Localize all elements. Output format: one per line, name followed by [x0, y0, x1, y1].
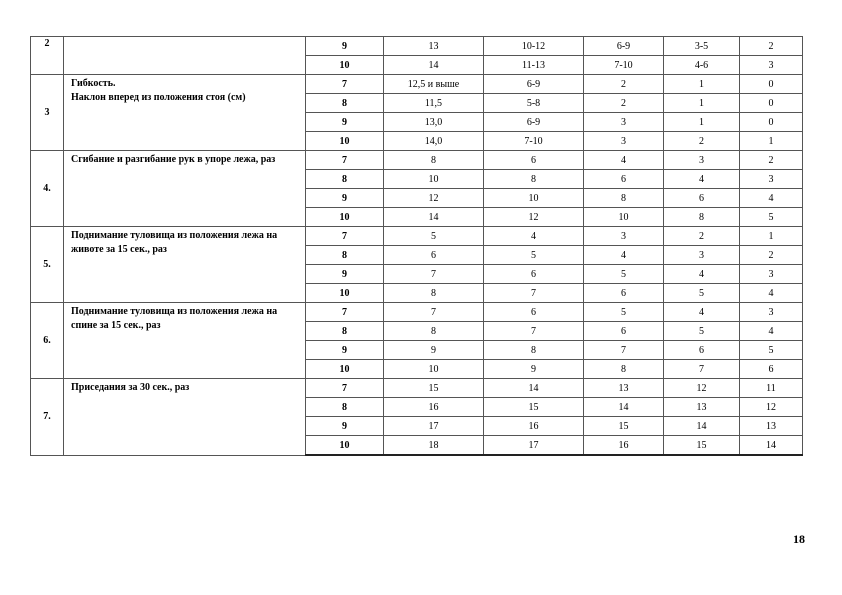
score-cell: 4	[740, 284, 803, 303]
score-cell: 14	[384, 208, 484, 227]
score-cell: 2	[740, 246, 803, 265]
exercise-number: 5.	[31, 227, 64, 303]
score-cell: 1	[664, 113, 740, 132]
score-cell: 0	[740, 113, 803, 132]
score-cell: 9	[384, 341, 484, 360]
exercise-name: Гибкость. Наклон вперед из положения стоя (см)	[64, 75, 306, 151]
score-cell: 3	[584, 113, 664, 132]
score-cell: 14	[664, 417, 740, 436]
grade-cell: 7	[306, 75, 384, 94]
grade-cell: 9	[306, 265, 384, 284]
score-cell: 3	[740, 303, 803, 322]
grade-cell: 10	[306, 360, 384, 379]
score-cell: 7	[664, 360, 740, 379]
score-cell: 5	[584, 303, 664, 322]
score-cell: 8	[664, 208, 740, 227]
score-cell: 6	[584, 170, 664, 189]
grade-cell: 9	[306, 341, 384, 360]
score-cell: 0	[740, 94, 803, 113]
norms-table-body	[31, 37, 803, 456]
score-cell: 10	[584, 208, 664, 227]
grade-cell: 8	[306, 398, 384, 417]
score-cell: 7-10	[584, 56, 664, 75]
score-cell: 6	[664, 189, 740, 208]
score-cell: 14	[584, 398, 664, 417]
exercise-number: 2	[31, 37, 64, 75]
score-cell: 13	[740, 417, 803, 436]
grade-cell: 8	[306, 94, 384, 113]
score-cell: 13	[584, 379, 664, 398]
score-cell: 3	[584, 132, 664, 151]
score-cell: 5	[664, 284, 740, 303]
score-cell: 7-10	[484, 132, 584, 151]
score-cell: 7	[484, 322, 584, 341]
score-cell: 8	[584, 360, 664, 379]
score-cell: 8	[484, 341, 584, 360]
score-cell: 5	[584, 265, 664, 284]
page-number: 18	[793, 532, 805, 546]
score-cell: 1	[664, 94, 740, 113]
score-cell: 3	[664, 246, 740, 265]
score-cell: 6-9	[584, 37, 664, 56]
score-cell: 3	[740, 56, 803, 75]
score-cell: 2	[664, 132, 740, 151]
grade-cell: 9	[306, 113, 384, 132]
exercise-name	[64, 37, 306, 75]
score-cell: 3	[740, 170, 803, 189]
score-cell: 14,0	[384, 132, 484, 151]
score-cell: 4	[740, 322, 803, 341]
score-cell: 5-8	[484, 94, 584, 113]
score-cell: 7	[484, 284, 584, 303]
grade-cell: 8	[306, 246, 384, 265]
grade-cell: 10	[306, 208, 384, 227]
exercise-name: Сгибание и разгибание рук в упоре лежа, раз	[64, 151, 306, 227]
score-cell: 4	[584, 246, 664, 265]
score-cell: 16	[484, 417, 584, 436]
score-cell: 6	[740, 360, 803, 379]
exercise-number: 7.	[31, 379, 64, 456]
grade-cell: 7	[306, 227, 384, 246]
exercise-number: 4.	[31, 151, 64, 227]
score-cell: 5	[740, 341, 803, 360]
grade-cell: 8	[306, 322, 384, 341]
score-cell: 10	[384, 360, 484, 379]
norms-table	[30, 36, 803, 456]
grade-cell: 10	[306, 284, 384, 303]
score-cell: 1	[664, 75, 740, 94]
exercise-name: Поднимание туловища из положения лежа на животе за 15 сек., раз	[64, 227, 306, 303]
score-cell: 0	[740, 75, 803, 94]
grade-cell: 9	[306, 37, 384, 56]
score-cell: 5	[740, 208, 803, 227]
score-cell: 8	[384, 151, 484, 170]
table-row	[31, 37, 803, 56]
score-cell: 12	[384, 189, 484, 208]
score-cell: 8	[484, 170, 584, 189]
score-cell: 9	[484, 360, 584, 379]
score-cell: 17	[384, 417, 484, 436]
table-row	[31, 151, 803, 170]
score-cell: 8	[584, 189, 664, 208]
score-cell: 17	[484, 436, 584, 456]
grade-cell: 7	[306, 303, 384, 322]
score-cell: 6	[484, 151, 584, 170]
score-cell: 12	[664, 379, 740, 398]
score-cell: 6	[664, 341, 740, 360]
score-cell: 4-6	[664, 56, 740, 75]
score-cell: 5	[664, 322, 740, 341]
score-cell: 4	[664, 265, 740, 284]
score-cell: 2	[664, 227, 740, 246]
grade-cell: 9	[306, 417, 384, 436]
score-cell: 5	[384, 227, 484, 246]
table-row	[31, 303, 803, 322]
score-cell: 1	[740, 132, 803, 151]
score-cell: 11-13	[484, 56, 584, 75]
score-cell: 14	[384, 56, 484, 75]
score-cell: 10	[384, 170, 484, 189]
grade-cell: 7	[306, 151, 384, 170]
table-row	[31, 379, 803, 398]
score-cell: 2	[584, 75, 664, 94]
score-cell: 11	[740, 379, 803, 398]
score-cell: 7	[384, 265, 484, 284]
exercise-name: Приседания за 30 сек., раз	[64, 379, 306, 456]
score-cell: 7	[384, 303, 484, 322]
score-cell: 14	[484, 379, 584, 398]
score-cell: 5	[484, 246, 584, 265]
score-cell: 8	[384, 322, 484, 341]
score-cell: 16	[384, 398, 484, 417]
score-cell: 12	[484, 208, 584, 227]
score-cell: 6-9	[484, 75, 584, 94]
grade-cell: 9	[306, 189, 384, 208]
score-cell: 12,5 и выше	[384, 75, 484, 94]
score-cell: 11,5	[384, 94, 484, 113]
table-row	[31, 75, 803, 94]
score-cell: 6	[384, 246, 484, 265]
score-cell: 10-12	[484, 37, 584, 56]
score-cell: 4	[740, 189, 803, 208]
grade-cell: 10	[306, 132, 384, 151]
score-cell: 3	[740, 265, 803, 284]
score-cell: 15	[484, 398, 584, 417]
score-cell: 13	[664, 398, 740, 417]
score-cell: 14	[740, 436, 803, 456]
score-cell: 16	[584, 436, 664, 456]
score-cell: 4	[584, 151, 664, 170]
score-cell: 6	[484, 265, 584, 284]
table-row	[31, 227, 803, 246]
score-cell: 6	[584, 322, 664, 341]
exercise-number: 6.	[31, 303, 64, 379]
grade-cell: 7	[306, 379, 384, 398]
grade-cell: 8	[306, 170, 384, 189]
score-cell: 4	[484, 227, 584, 246]
score-cell: 15	[664, 436, 740, 456]
score-cell: 4	[664, 303, 740, 322]
score-cell: 10	[484, 189, 584, 208]
score-cell: 6-9	[484, 113, 584, 132]
score-cell: 6	[584, 284, 664, 303]
score-cell: 6	[484, 303, 584, 322]
exercise-number: 3	[31, 75, 64, 151]
score-cell: 2	[740, 37, 803, 56]
exercise-name: Поднимание туловища из положения лежа на спине за 15 сек., раз	[64, 303, 306, 379]
score-cell: 7	[584, 341, 664, 360]
score-cell: 1	[740, 227, 803, 246]
score-cell: 2	[584, 94, 664, 113]
score-cell: 3	[664, 151, 740, 170]
score-cell: 3	[584, 227, 664, 246]
score-cell: 8	[384, 284, 484, 303]
score-cell: 13,0	[384, 113, 484, 132]
grade-cell: 10	[306, 436, 384, 456]
score-cell: 2	[740, 151, 803, 170]
score-cell: 15	[384, 379, 484, 398]
score-cell: 13	[384, 37, 484, 56]
grade-cell: 10	[306, 56, 384, 75]
score-cell: 3-5	[664, 37, 740, 56]
score-cell: 4	[664, 170, 740, 189]
score-cell: 12	[740, 398, 803, 417]
score-cell: 15	[584, 417, 664, 436]
score-cell: 18	[384, 436, 484, 456]
